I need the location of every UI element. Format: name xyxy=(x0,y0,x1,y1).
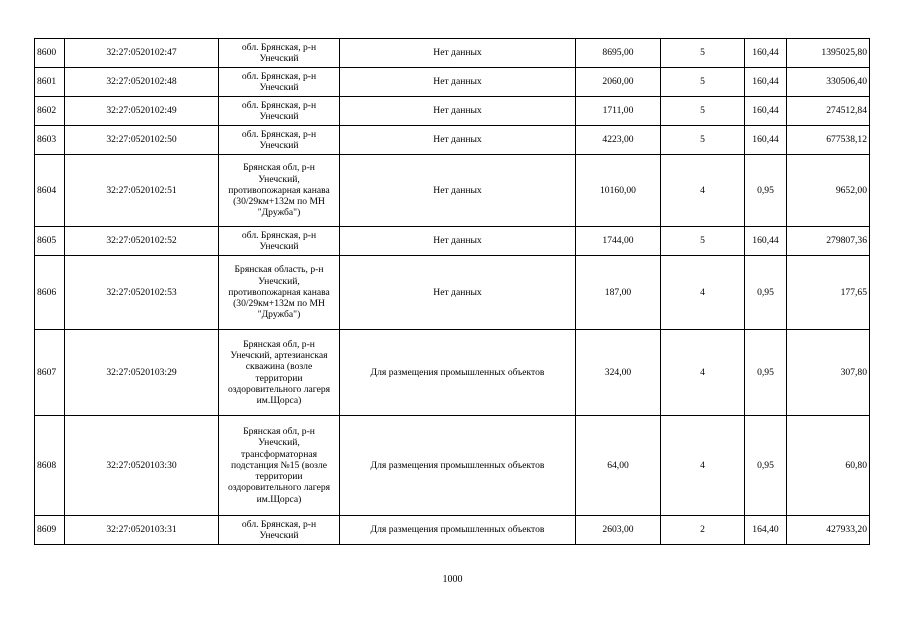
use-group: 4 xyxy=(661,416,745,516)
address-line: (30/29км+132м по МН xyxy=(233,298,325,310)
permitted-use: Нет данных xyxy=(340,227,576,256)
area: 64,00 xyxy=(576,416,661,516)
address xyxy=(219,416,340,516)
permitted-use: Нет данных xyxy=(340,39,576,68)
permitted-use: Для размещения промышленных объектов xyxy=(340,516,576,545)
address-line: им.Щорса) xyxy=(256,394,302,406)
address xyxy=(219,68,340,97)
table-row xyxy=(35,256,870,330)
address-line: обл. Брянская, р-н xyxy=(241,70,317,82)
table-row xyxy=(35,516,870,545)
area: 8695,00 xyxy=(576,39,661,68)
cadastral-value: 330506,40 xyxy=(787,68,870,97)
address-line: Брянская обл, р-н xyxy=(243,338,315,350)
address xyxy=(219,39,340,68)
cadastral-number: 32:27:0520102:53 xyxy=(65,256,219,330)
specific-value: 160,44 xyxy=(745,39,787,68)
cadastral-number: 32:27:0520102:49 xyxy=(65,97,219,126)
table-row xyxy=(35,155,870,227)
row-number: 8608 xyxy=(35,416,65,516)
page-number: 1000 xyxy=(442,574,463,585)
permitted-use: Нет данных xyxy=(340,126,576,155)
address-line: "Дружба") xyxy=(257,207,301,219)
address-line: оздоровительного лагеря xyxy=(227,383,331,395)
address-line: противопожарная канава xyxy=(228,184,330,196)
address-line: Унечский, xyxy=(258,437,300,449)
address xyxy=(219,155,340,227)
address-line: обл. Брянская, р-н xyxy=(241,229,317,241)
cadastral-value: 279807,36 xyxy=(787,227,870,256)
permitted-use: Нет данных xyxy=(340,155,576,227)
permitted-use: Нет данных xyxy=(340,256,576,330)
table-body xyxy=(35,39,870,545)
address-line: Унечский xyxy=(259,530,299,541)
area: 1711,00 xyxy=(576,97,661,126)
specific-value: 0,95 xyxy=(745,330,787,416)
area: 1744,00 xyxy=(576,227,661,256)
specific-value: 0,95 xyxy=(745,416,787,516)
address-line: территории xyxy=(255,372,303,384)
cadastral-value: 9652,00 xyxy=(787,155,870,227)
table-row xyxy=(35,330,870,416)
row-number: 8604 xyxy=(35,155,65,227)
address-line: "Дружба") xyxy=(257,309,301,321)
specific-value: 160,44 xyxy=(745,97,787,126)
use-group: 5 xyxy=(661,227,745,256)
use-group: 5 xyxy=(661,68,745,97)
area: 10160,00 xyxy=(576,155,661,227)
table-row xyxy=(35,416,870,516)
use-group: 5 xyxy=(661,97,745,126)
cadastral-number: 32:27:0520102:52 xyxy=(65,227,219,256)
specific-value: 160,44 xyxy=(745,68,787,97)
use-group: 5 xyxy=(661,126,745,155)
address-line: обл. Брянская, р-н xyxy=(241,128,317,140)
table-row xyxy=(35,68,870,97)
table-row xyxy=(35,126,870,155)
permitted-use: Для размещения промышленных объектов xyxy=(340,330,576,416)
address-line: Унечский xyxy=(259,53,299,64)
cadastral-value: 307,80 xyxy=(787,330,870,416)
row-number: 8609 xyxy=(35,516,65,545)
address-line: Унечский, xyxy=(258,275,300,287)
cadastral-value: 60,80 xyxy=(787,416,870,516)
table-row xyxy=(35,39,870,68)
row-number: 8607 xyxy=(35,330,65,416)
specific-value: 160,44 xyxy=(745,227,787,256)
permitted-use: Нет данных xyxy=(340,97,576,126)
address-line: подстанция №15 (возле xyxy=(230,459,327,471)
row-number: 8605 xyxy=(35,227,65,256)
specific-value: 0,95 xyxy=(745,256,787,330)
row-number: 8600 xyxy=(35,39,65,68)
cadastral-value: 274512,84 xyxy=(787,97,870,126)
area: 2060,00 xyxy=(576,68,661,97)
address xyxy=(219,126,340,155)
address-line: оздоровительного лагеря xyxy=(227,482,331,494)
specific-value: 0,95 xyxy=(745,155,787,227)
address-line: противопожарная канава xyxy=(228,286,330,298)
cadastral-value-table xyxy=(34,38,870,545)
area: 2603,00 xyxy=(576,516,661,545)
specific-value: 164,40 xyxy=(745,516,787,545)
address xyxy=(219,227,340,256)
address-line: обл. Брянская, р-н xyxy=(241,99,317,111)
use-group: 4 xyxy=(661,256,745,330)
cadastral-value: 427933,20 xyxy=(787,516,870,545)
address-line: Унечский xyxy=(259,111,299,122)
row-number: 8603 xyxy=(35,126,65,155)
area: 324,00 xyxy=(576,330,661,416)
address-line: Брянская область, р-н xyxy=(234,264,324,276)
address-line: им.Щорса) xyxy=(256,493,302,505)
table-row xyxy=(35,227,870,256)
row-number: 8602 xyxy=(35,97,65,126)
cadastral-number: 32:27:0520102:48 xyxy=(65,68,219,97)
address-line: Брянская обл, р-н xyxy=(243,426,315,438)
address-line: Брянская обл, р-н xyxy=(243,162,315,174)
cadastral-value: 1395025,80 xyxy=(787,39,870,68)
specific-value: 160,44 xyxy=(745,126,787,155)
address-line: скважина (возле xyxy=(245,361,313,373)
address-line: (30/29км+132м по МН xyxy=(233,196,325,208)
cadastral-value: 177,65 xyxy=(787,256,870,330)
address-line: трансформаторная xyxy=(240,448,318,460)
cadastral-number: 32:27:0520103:29 xyxy=(65,330,219,416)
area: 187,00 xyxy=(576,256,661,330)
address xyxy=(219,97,340,126)
use-group: 4 xyxy=(661,330,745,416)
use-group: 4 xyxy=(661,155,745,227)
address-line: территории xyxy=(255,471,303,483)
address xyxy=(219,256,340,330)
use-group: 2 xyxy=(661,516,745,545)
area: 4223,00 xyxy=(576,126,661,155)
address xyxy=(219,516,340,545)
cadastral-number: 32:27:0520102:51 xyxy=(65,155,219,227)
cadastral-number: 32:27:0520103:31 xyxy=(65,516,219,545)
use-group: 5 xyxy=(661,39,745,68)
permitted-use: Нет данных xyxy=(340,68,576,97)
cadastral-number: 32:27:0520102:47 xyxy=(65,39,219,68)
address-line: Унечский xyxy=(259,82,299,93)
address-line: обл. Брянская, р-н xyxy=(241,41,317,53)
address xyxy=(219,330,340,416)
row-number: 8601 xyxy=(35,68,65,97)
cadastral-number: 32:27:0520102:50 xyxy=(65,126,219,155)
address-line: Унечский xyxy=(259,140,299,151)
address-line: Унечский xyxy=(259,241,299,252)
cadastral-number: 32:27:0520103:30 xyxy=(65,416,219,516)
address-line: обл. Брянская, р-н xyxy=(241,518,317,530)
address-line: Унечский, xyxy=(258,173,300,185)
table-row xyxy=(35,97,870,126)
cadastral-value: 677538,12 xyxy=(787,126,870,155)
permitted-use: Для размещения промышленных объектов xyxy=(340,416,576,516)
address-line: Унечский, артезианская xyxy=(230,350,328,362)
row-number: 8606 xyxy=(35,256,65,330)
